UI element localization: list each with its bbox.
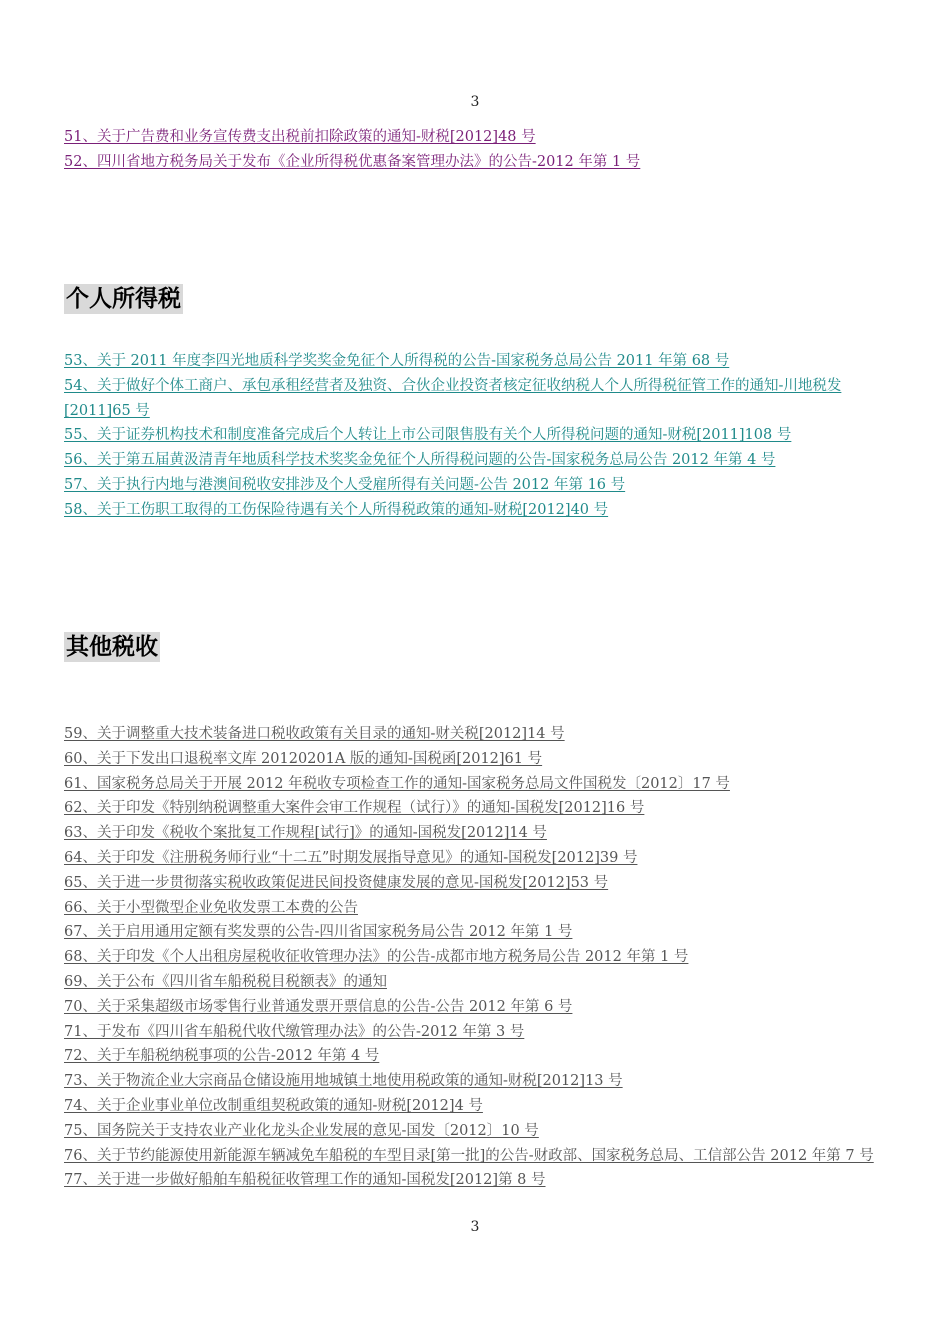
doc-link[interactable]: 75、国务院关于支持农业产业化龙头企业发展的意见-国发〔2012〕10 号 xyxy=(64,1122,539,1139)
doc-link[interactable]: 56、关于第五届黄汲清青年地质科学技术奖奖金免征个人所得税问题的公告-国家税务总局公告 2012 年第 4 号 xyxy=(64,452,776,469)
doc-link[interactable]: 68、关于印发《个人出租房屋税收征收管理办法》的公告-成都市地方税务局公告 2012 年第 1 号 xyxy=(64,949,689,966)
doc-link[interactable]: 74、关于企业事业单位改制重组契税政策的通知-财税[2012]4 号 xyxy=(64,1097,483,1114)
doc-link[interactable]: 66、关于小型微型企业免收发票工本费的公告 xyxy=(64,899,358,916)
link-list-enterprise-income-tax xyxy=(64,125,900,175)
doc-link[interactable]: 65、关于进一步贯彻落实税收政策促进民间投资健康发展的意见-国税发[2012]53 号 xyxy=(64,874,609,891)
doc-link[interactable]: 53、关于 2011 年度李四光地质科学奖奖金免征个人所得税的公告-国家税务总局公告 2011 年第 68 号 xyxy=(64,353,730,369)
doc-link[interactable]: 62、关于印发《特别纳税调整重大案件会审工作规程（试行）》的通知-国税发[2012]16 号 xyxy=(64,800,645,817)
doc-link[interactable]: 64、关于印发《注册税务师行业“十二五”时期发展指导意见》的通知-国税发[2012]39 号 xyxy=(64,849,638,866)
doc-link[interactable]: 77、关于进一步做好船舶车船税征收管理工作的通知-国税发[2012]第 8 号 xyxy=(64,1172,546,1189)
doc-link[interactable]: 63、关于印发《税收个案批复工作规程[试行]》的通知-国税发[2012]14 号 xyxy=(64,825,547,842)
doc-link[interactable]: 51、关于广告费和业务宣传费支出税前扣除政策的通知-财税[2012]48 号 xyxy=(64,129,536,145)
doc-link[interactable]: 72、关于车船税纳税事项的公告-2012 年第 4 号 xyxy=(64,1048,380,1065)
section-heading-other-taxes: 其他税收 xyxy=(66,634,158,660)
page-number-bottom: 3 xyxy=(470,1219,480,1235)
page-number-top: 3 xyxy=(470,94,480,110)
doc-link[interactable]: 73、关于物流企业大宗商品仓储设施用地城镇土地使用税政策的通知-财税[2012]13 号 xyxy=(64,1073,623,1090)
doc-link[interactable]: 52、四川省地方税务局关于发布《企业所得税优惠备案管理办法》的公告-2012 年第 1 号 xyxy=(64,153,641,170)
doc-link[interactable]: 60、关于下发出口退税率文库 20120201A 版的通知-国税函[2012]61 号 xyxy=(64,750,543,767)
link-list-other-taxes xyxy=(64,722,900,1193)
doc-link[interactable]: 67、关于启用通用定额有奖发票的公告-四川省国家税务局公告 2012 年第 1 号 xyxy=(64,924,573,941)
doc-link[interactable]: 61、国家税务总局关于开展 2012 年税收专项检查工作的通知-国家税务总局文件国税发〔2012〕17 号 xyxy=(64,775,730,792)
link-list-individual-income-tax xyxy=(64,349,900,523)
doc-link[interactable]: 59、关于调整重大技术装备进口税收政策有关目录的通知-财关税[2012]14 号 xyxy=(64,726,565,742)
section-heading-individual-income-tax: 个人所得税 xyxy=(66,286,181,312)
doc-link[interactable]: 55、关于证券机构技术和制度准备完成后个人转让上市公司限售股有关个人所得税问题的通知-财税[2011]108 号 xyxy=(64,427,792,444)
doc-link[interactable]: 71、于发布《四川省车船税代收代缴管理办法》的公告-2012 年第 3 号 xyxy=(64,1023,525,1040)
doc-link[interactable]: 54、关于做好个体工商户、承包承租经营者及独资、合伙企业投资者核定征收纳税人个人所得税征管工作的通知-川地税发[2011]65 号 xyxy=(64,377,842,419)
doc-link[interactable]: 57、关于执行内地与港澳间税收安排涉及个人受雇所得有关问题-公告 2012 年第 16 号 xyxy=(64,476,626,493)
doc-link[interactable]: 70、关于采集超级市场零售行业普通发票开票信息的公告-公告 2012 年第 6 号 xyxy=(64,998,573,1015)
doc-link[interactable]: 58、关于工伤职工取得的工伤保险待遇有关个人所得税政策的通知-财税[2012]40 号 xyxy=(64,501,609,518)
doc-link[interactable]: 69、关于公布《四川省车船税税目税额表》的通知 xyxy=(64,973,387,990)
doc-link[interactable]: 76、关于节约能源使用新能源车辆减免车船税的车型目录[第一批]的公告-财政部、国家税务总局、工信部公告 2012 年第 7 号 xyxy=(64,1147,874,1164)
